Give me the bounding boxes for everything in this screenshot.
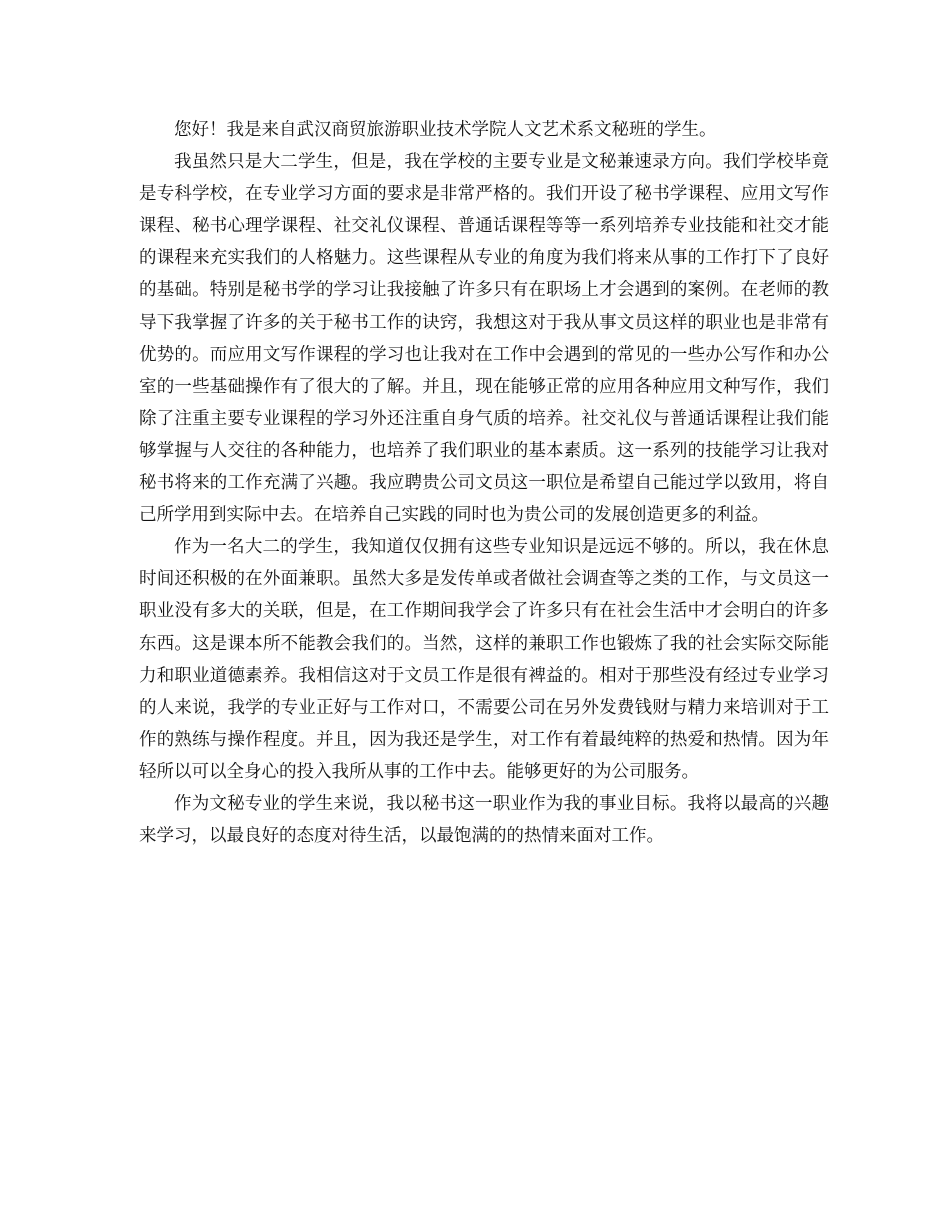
document-body bbox=[139, 114, 829, 852]
paragraph-goal: 作为文秘专业的学生来说，我以秘书这一职业作为我的事业目标。我将以最高的兴趣来学习，以最良好的态度对待生活，以最饱满的的热情来面对工作。 bbox=[139, 793, 829, 847]
paragraph-experience: 作为一名大二的学生，我知道仅仅拥有这些专业知识是远远不够的。所以，我在休息时间还积极的在外面兼职。虽然大多是发传单或者做社会调查等之类的工作，与文员这一职业没有多大的关联，但是，在工作期间我学会了许多只有在社会生活中才会明白的许多东西。这是课本所不能教会我们的。当然，这样的兼职工作也锻炼了我的社会实际交际能力和职业道德素养。我相信这对于文员工作是很有裨益的。相对于那些没有经过专业学习的人来说，我学的专业正好与工作对口，不需要公司在另外发费钱财与精力来培训对于工作的熟练与操作程度。并且，因为我还是学生，对工作有着最纯粹的热爱和热情。因为年轻所以可以全身心的投入我所从事的工作中去。能够更好的为公司服务。 bbox=[139, 537, 829, 782]
paragraph-education: 我虽然只是大二学生，但是，我在学校的主要专业是文秘兼速录方向。我们学校毕竟是专科学校，在专业学习方面的要求是非常严格的。我们开设了秘书学课程、应用文写作课程、秘书心理学课程、社交礼仪课程、普通话课程等等一系列培养专业技能和社交才能的课程来充实我们的人格魅力。这些课程从专业的角度为我们将来从事的工作打下了良好的基础。特别是秘书学的学习让我接触了许多只有在职场上才会遇到的案例。在老师的教导下我掌握了许多的关于秘书工作的诀窍，我想这对于我从事文员这样的职业也是非常有优势的。而应用文写作课程的学习也让我对在工作中会遇到的常见的一些办公写作和办公室的一些基础操作有了很大的了解。并且，现在能够正常的应用各种应用文种写作，我们除了注重主要专业课程的学习外还注重自身气质的培养。社交礼仪与普通话课程让我们能够掌握与人交往的各种能力，也培养了我们职业的基本素质。这一系列的技能学习让我对秘书将来的工作充满了兴趣。我应聘贵公司文员这一职位是希望自己能过学以致用，将自己所学用到实际中去。在培养自己实践的同时也为贵公司的发展创造更多的利益。 bbox=[139, 152, 829, 526]
paragraph-greeting: 您好！我是来自武汉商贸旅游职业技术学院人文艺术系文秘班的学生。 bbox=[174, 120, 717, 140]
